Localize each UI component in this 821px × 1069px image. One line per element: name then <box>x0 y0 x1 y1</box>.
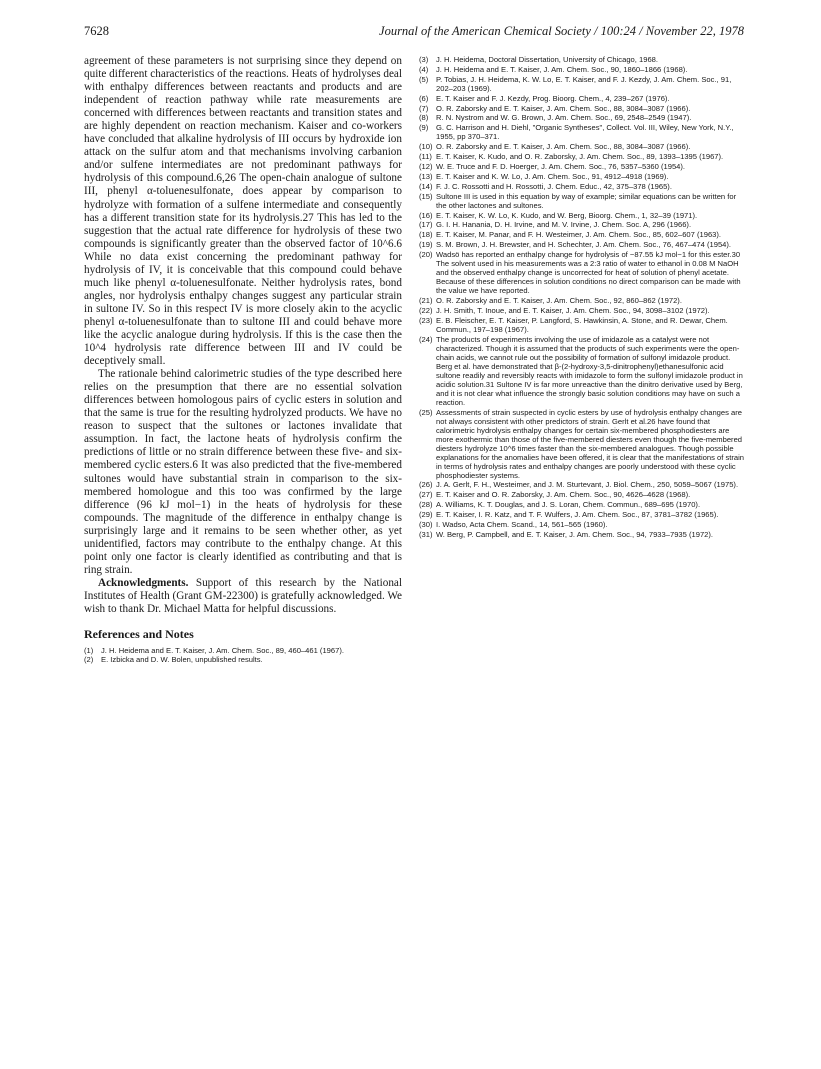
reference-number: (6) <box>419 93 429 103</box>
reference-text: E. T. Kaiser, K. Kudo, and O. R. Zaborsky, J. Am. Chem. Soc., 89, 1393–1395 (1967). <box>436 152 724 162</box>
reference-item <box>84 655 402 664</box>
reference-text: E. B. Fleischer, E. T. Kaiser, P. Langford, S. Hawkinsin, A. Stone, and R. Dewar, Chem. Commun., 197–198 (1967). <box>436 315 728 334</box>
reference-text: A. Williams, K. T. Douglas, and J. S. Loran, Chem. Commun., 689–695 (1970). <box>436 500 701 510</box>
reference-item <box>419 230 745 239</box>
reference-text: Wadsö has reported an enthalpy change for hydrolysis of −87.55 kJ mol−1 for this ester.30 The solvent used in his measurements was a 2:3 ratio of water to ethanol in 0.08 M NaOH and the observed enthalpy change is uncorrected for heat of solution of phenyl acetate. Because of these differences in solution conditions no direct comparison can be made with the value we have reported. <box>436 250 741 296</box>
reference-text: W. E. Truce and F. D. Hoerger, J. Am. Chem. Soc., 76, 5357–5360 (1954). <box>436 162 686 172</box>
reference-text: F. J. C. Rossotti and H. Rossotti, J. Chem. Educ., 42, 375–378 (1965). <box>436 181 672 191</box>
reference-item <box>419 316 745 334</box>
reference-item <box>419 306 745 315</box>
reference-item <box>419 490 745 499</box>
reference-number: (22) <box>419 305 433 315</box>
reference-number: (20) <box>419 250 433 260</box>
reference-text: E. T. Kaiser and F. J. Kezdy, Prog. Bioorg. Chem., 4, 239–267 (1976). <box>436 93 670 103</box>
reference-number: (1) <box>84 646 94 656</box>
left-column <box>84 55 402 664</box>
reference-item <box>419 94 745 103</box>
reference-number: (13) <box>419 171 433 181</box>
acknowledgments-heading: Acknowledgments. <box>98 576 189 589</box>
reference-number: (2) <box>84 655 94 665</box>
reference-number: (30) <box>419 520 433 530</box>
reference-item <box>419 65 745 74</box>
reference-item <box>419 113 745 122</box>
reference-number: (19) <box>419 240 433 250</box>
reference-number: (11) <box>419 152 432 162</box>
reference-number: (8) <box>419 113 429 123</box>
body-paragraph-2: The rationale behind calorimetric studies of the type described here relies on the presumption that there are no essential solvation differences between homologous pairs of cyclic esters in solution and that the same is true for the resulting hydrolyzed products. We have no reason to suspect that the sultones or lactones invalidate that assumption. In fact, the lactone heats of hydrolysis confirm the predictions of little or no strain difference between these five- and six-membered cyclic esters.6 It was also predicted that the five-membered sultones would have substantial strain in comparison to the six-membered homologue and this too was confirmed by the large difference (96 kJ mol−1) in the heats of hydrolysis for these compounds. The magnitude of the difference in enthalpy change is surprisingly large and it remains to be seen whether other, as yet unidentified, factors may contribute to the enthalpy change. At this point only one factor is clearly identified as contributing and that is ring strain. <box>84 368 402 576</box>
acknowledgments <box>84 577 402 616</box>
reference-text: Sultone III is used in this equation by way of example; similar equations can be written for the other lactones and sultones. <box>436 191 737 210</box>
reference-item <box>419 75 745 93</box>
reference-item <box>419 192 745 210</box>
reference-text: J. A. Gerlt, F. H., Westeimer, and J. M. Sturtevant, J. Biol. Chem., 250, 5059–5067 (1975). <box>436 480 739 490</box>
reference-number: (15) <box>419 191 433 201</box>
reference-number: (14) <box>419 181 433 191</box>
reference-text: E. T. Kaiser and K. W. Lo, J. Am. Chem. Soc., 91, 4912–4918 (1969). <box>436 171 669 181</box>
reference-text: E. T. Kaiser and O. R. Zaborsky, J. Am. Chem. Soc., 90, 4626–4628 (1968). <box>436 490 691 500</box>
reference-text: O. R. Zaborsky and E. T. Kaiser, J. Am. Chem. Soc., 88, 3084–3087 (1966). <box>436 103 691 113</box>
reference-item <box>84 646 402 655</box>
reference-text: G. I. H. Hanania, D. H. Irvine, and M. V. Irvine, J. Chem. Soc. A, 296 (1966). <box>436 220 692 230</box>
reference-text: G. C. Harrison and H. Diehl, "Organic Syntheses", Collect. Vol. III, Wiley, New York, N.Y., 1955, pp 370–371. <box>436 123 734 142</box>
reference-number: (3) <box>419 55 429 64</box>
reference-number: (25) <box>419 407 433 417</box>
reference-item <box>419 240 745 249</box>
reference-text: J. H. Smith, T. Inoue, and E. T. Kaiser, J. Am. Chem. Soc., 94, 3098–3102 (1972). <box>436 305 710 315</box>
reference-item <box>419 335 745 407</box>
reference-text: O. R. Zaborsky and E. T. Kaiser, J. Am. Chem. Soc., 92, 860–862 (1972). <box>436 296 682 306</box>
reference-number: (31) <box>419 529 433 539</box>
references-heading: References and Notes <box>84 627 194 642</box>
reference-item <box>419 123 745 141</box>
reference-item <box>419 182 745 191</box>
reference-list-left <box>84 646 402 664</box>
reference-item <box>419 250 745 295</box>
reference-text: E. T. Kaiser, K. W. Lo, K. Kudo, and W. Berg, Bioorg. Chem., 1, 32–39 (1971). <box>436 210 698 220</box>
reference-text: J. H. Heidema and E. T. Kaiser, J. Am. Chem. Soc., 89, 460–461 (1967). <box>101 646 344 656</box>
reference-item <box>419 152 745 161</box>
reference-number: (26) <box>419 480 433 490</box>
reference-text: I. Wadso, Acta Chem. Scand., 14, 561–565 (1960). <box>436 520 608 530</box>
reference-text: R. N. Nystrom and W. G. Brown, J. Am. Chem. Soc., 69, 2548–2549 (1947). <box>436 113 692 123</box>
reference-number: (18) <box>419 230 433 240</box>
page-number: 7628 <box>84 24 109 38</box>
reference-number: (12) <box>419 162 433 172</box>
reference-item <box>419 220 745 229</box>
reference-number: (16) <box>419 210 433 220</box>
reference-item <box>419 500 745 509</box>
reference-number: (21) <box>419 296 433 306</box>
reference-item <box>419 296 745 305</box>
reference-text: P. Tobias, J. H. Heidema, K. W. Lo, E. T. Kaiser, and F. J. Kezdy, J. Am. Chem. Soc., 91, 202–203 (1969). <box>436 74 732 93</box>
running-header <box>84 24 744 42</box>
reference-item <box>419 172 745 181</box>
reference-number: (17) <box>419 220 433 230</box>
reference-item <box>419 162 745 171</box>
reference-item <box>419 55 745 64</box>
reference-number: (9) <box>419 123 429 133</box>
reference-number: (28) <box>419 500 433 510</box>
reference-number: (10) <box>419 142 433 152</box>
reference-list-right <box>419 55 745 540</box>
reference-number: (23) <box>419 315 433 325</box>
reference-item <box>419 530 745 539</box>
reference-number: (4) <box>419 64 429 74</box>
reference-text: Assessments of strain suspected in cyclic esters by use of hydrolysis enthalpy changes are not always consistent with other predictors of strain. Gerlt et al.26 have found that calorimetric hydrolysis enthalpy changes for certain six-membered phosphodiesters are more exothermic than those of the five-membered diesters even though the five-membered diesters hydrolyze 10^6 times faster than the six-membered analogues. Though possible explanations for the anomalies have been offered, it is clear that the manifestations of strain in terms of hydrolysis rates and enthalpy changes are poorly understood with these cyclic phosphodiester systems. <box>436 407 745 480</box>
reference-text: E. T. Kaiser, M. Panar, and F. H. Westeimer, J. Am. Chem. Soc., 85, 602–607 (1963). <box>436 230 722 240</box>
reference-item <box>419 104 745 113</box>
reference-text: J. H. Heidema and E. T. Kaiser, J. Am. Chem. Soc., 90, 1860–1866 (1968). <box>436 64 688 74</box>
reference-item <box>419 480 745 489</box>
reference-item <box>419 211 745 220</box>
reference-number: (29) <box>419 510 433 520</box>
journal-citation: Journal of the American Chemical Society / 100:24 / November 22, 1978 <box>379 24 744 38</box>
reference-number: (7) <box>419 103 429 113</box>
reference-text: The products of experiments involving the use of imidazole as a catalyst were not characterized. Though it is assumed that the products of such experiments were the open-chain acids, we cannot rule out the possibility of formation of sulfonyl imidazole product. Berg et al. have demonstrated that β-(2-hydroxy-3,5-dinitrophenyl)ethanesulfonic acid sultone readily and reversibly reacts with imidazole to form the sulfonyl imidazole product in acidic solution.31 Sultone IV is far more unreactive than the dinitro derivative used by Berg, and it is not clear what influence the strongly basic solution conditions may have on such a reaction. <box>436 334 743 407</box>
reference-item <box>419 520 745 529</box>
acknowledgments-text: Support of this research by the National Institutes of Health (Grant GM-22300) is gratefully acknowledged. We wish to thank Dr. Michael Matta for helpful discussions. <box>84 576 402 615</box>
reference-number: (27) <box>419 490 433 500</box>
reference-text: W. Berg, P. Campbell, and E. T. Kaiser, J. Am. Chem. Soc., 94, 7933–7935 (1972). <box>436 529 714 539</box>
reference-text: E. Izbicka and D. W. Bolen, unpublished results. <box>101 655 263 665</box>
reference-item <box>419 510 745 519</box>
reference-text: O. R. Zaborsky and E. T. Kaiser, J. Am. Chem. Soc., 88, 3084–3087 (1966). <box>436 142 691 152</box>
reference-number: (5) <box>419 74 429 84</box>
reference-text: E. T. Kaiser, I. R. Katz, and T. F. Wulfers, J. Am. Chem. Soc., 87, 3781–3782 (1965). <box>436 510 719 520</box>
reference-text: S. M. Brown, J. H. Brewster, and H. Schechter, J. Am. Chem. Soc., 76, 467–474 (1954). <box>436 240 732 250</box>
reference-item <box>419 142 745 151</box>
reference-item <box>419 408 745 480</box>
reference-number: (24) <box>419 334 433 344</box>
reference-text: J. H. Heidema, Doctoral Dissertation, University of Chicago, 1968. <box>436 55 658 64</box>
body-paragraph-1: agreement of these parameters is not surprising since they depend on quite different characteristics of the reactions. Heats of hydrolyses deal with enthalpy differences between reactants and products and are independent of reaction pathway while rate measurements are concerned with differences between reactants and transition states and are highly dependent on reaction mechanism. Kaiser and co-workers have concluded that alkaline hydrolysis of III occurs by hydroxide ion attack on the sulfur atom and that mechanisms involving carbanion and/or sulfene intermediates are not predominant pathways for hydrolysis of this compound.6,26 The open-chain analogue of sultone III, phenyl α-toluenesulfonate, does appear by comparison to hydrolyze with formation of a sulfene intermediate and consequently has a different transition state for its hydrolysis.27 This has led to the suggestion that the actual rate difference for hydrolysis of these two compounds is significantly greater than the observed factor of 10^6.6 While no data exist concerning the predominant pathway for hydrolysis of IV, it is conceivable that this compound could behave much like phenyl α-toluenesulfonate. Neither hydrolysis rates, bond angles, nor hydrolysis enthalpy changes suggest any particular strain in sultone IV. So in this respect IV is more closely akin to the acyclic phenyl α-toluenesulfonate than to sultone III and could behave more like the acyclic analogue during hydrolysis. If this is the case then the 10^4 hydrolysis rate difference between III and IV could be deceptively small. <box>84 55 402 368</box>
